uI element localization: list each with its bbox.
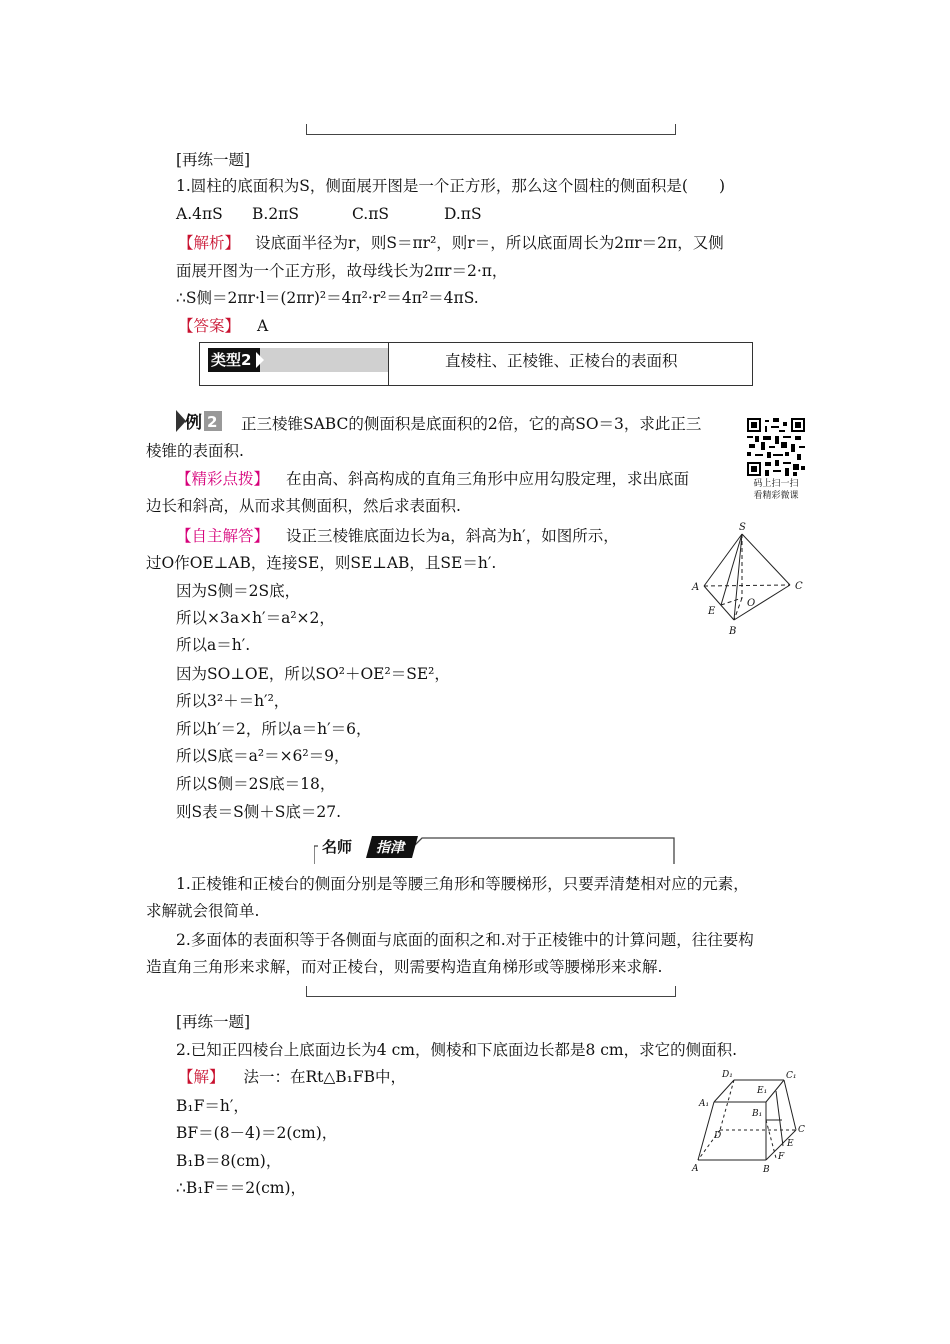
practice2-header: [再练一题] [176,1013,251,1031]
practice2-line3: B₁B＝8(cm)， [176,1152,282,1170]
practice2-line2: BF＝(8－4)＝2(cm)， [176,1124,338,1142]
step-3: 所以a＝h′. [176,636,251,654]
example-badge [176,410,224,432]
option-a: A.4πS [176,205,223,223]
label-e1: E₁ [757,1086,768,1096]
qr-code-icon[interactable] [747,418,805,476]
teacher-tab-label2: 指津 [376,840,404,856]
qr-caption-line2: 看精彩微课 [753,491,799,501]
tip-line2: 边长和斜高，从而求其侧面积，然后求表面积. [146,497,461,515]
label-c: C [795,581,803,592]
label-a1: A₁ [699,1099,710,1109]
step-4: 因为SO⊥OE，所以SO²＋OE²＝SE²， [176,665,450,683]
practice2-question: 2.已知正四棱台上底面边长为4 cm，侧棱和下底面边长都是8 cm，求它的侧面积. [176,1041,738,1059]
label-s: S [739,522,746,533]
practice2-solution-label: 【解】 [178,1068,225,1086]
tip-label: 【精彩点拨】 [176,470,270,488]
step-6: 所以h′＝2，所以a＝h′＝6， [176,720,372,738]
step-1: 因为S侧＝2S底， [176,582,301,600]
teacher-tab-label1: 名师 [322,838,353,856]
option-d: D.πS [444,205,482,223]
answer-label: 【答案】 [178,317,241,335]
analysis-text1: 设底面半径为r，则S＝πr²，则r＝，所以底面周长为2πr＝2π，又侧 [254,234,724,252]
type2-tag-arrow [256,352,264,368]
label-e: E [708,606,716,617]
tip-text1: 在由高、斜高构成的直角三角形中应用勾股定理，求出底面 [285,470,689,488]
teacher-p2-line2: 造直角三角形来求解，而对正棱台，则需要构造直角梯形或等腰梯形来求解. [146,958,663,976]
solution-line2: 过O作OE⊥AB，连接SE，则SE⊥AB，且SE＝h′. [146,554,497,572]
teacher-p1-line2: 求解就会很简单. [146,902,260,920]
type2-divider [388,343,389,385]
label-f: F [778,1152,785,1162]
practice1-header: [再练一题] [176,151,251,169]
step-5: 所以3²＋＝h′²， [176,692,290,710]
middle-bracket [306,986,676,997]
type2-box [199,342,753,386]
analysis-label: 【解析】 [178,234,241,252]
label-e: E [787,1139,794,1149]
analysis-line1 [178,233,724,253]
step-9: 则S表＝S侧＋S底＝27. [176,803,342,821]
practice2-solution-text1: 法一：在Rt△B₁FB中， [243,1068,407,1086]
analysis-line3: ∴S侧＝2πr·l＝(2πr)²＝4π²·r²＝4π²＝4πS. [176,289,479,307]
label-b: B [763,1165,770,1175]
tip-line1 [176,469,689,489]
example-line1: 正三棱锥SABC的侧面积是底面积的2倍，它的高SO＝3，求此正三 [241,415,702,433]
label-o: O [747,598,756,609]
solution-line1 [176,526,619,546]
practice2-line4: ∴B₁F＝＝2(cm)， [176,1179,307,1197]
type2-title: 直棱柱、正棱锥、正棱台的表面积 [445,352,678,370]
type2-tag-bar [260,348,388,372]
qr-caption-line1: 码上扫一扫 [753,479,799,489]
pyramid-figure [684,522,814,640]
teacher-p1-line1: 1.正棱锥和正棱台的侧面分别是等腰三角形和等腰梯形，只要弄清楚相对应的元素， [176,875,749,893]
answer-line [178,316,268,336]
step-2: 所以×3a×h′＝a²×2， [176,609,335,627]
teacher-p2-line1: 2.多面体的表面积等于各侧面与底面的面积之和.对于正棱锥中的计算问题，往往要构 [176,931,754,949]
label-b1: B₁ [752,1109,763,1119]
top-bracket [306,124,676,135]
teacher-tip-header [314,832,676,868]
label-c1: C₁ [786,1071,797,1081]
step-8: 所以S侧＝2S底＝18， [176,775,336,793]
example-badge-label: 例 [185,413,202,432]
type2-tag: 类型2 [208,348,263,372]
label-a: A [692,582,700,593]
frustum-figure [690,1066,814,1176]
label-d: D [714,1131,722,1141]
analysis-line2: 面展开图为一个正方形，故母线长为2πr＝2·π， [176,262,508,280]
label-a: A [692,1164,699,1174]
solution-text1: 设正三棱锥底面边长为a，斜高为h′，如图所示， [285,527,619,545]
practice1-question: 1.圆柱的底面积为S，侧面展开图是一个正方形，那么这个圆柱的侧面积是( ) [176,177,726,195]
option-b: B.2πS [252,205,299,223]
example-badge-number: 2 [207,413,218,431]
label-d1: D₁ [722,1070,733,1080]
step-7: 所以S底＝a²＝×6²＝9， [176,747,350,765]
practice2-solution-line1 [178,1067,406,1087]
solution-label: 【自主解答】 [176,527,270,545]
label-c: C [798,1125,805,1135]
qr-caption [744,478,808,502]
example-line2: 棱锥的表面积. [146,442,244,460]
practice2-line1: B₁F＝h′， [176,1097,249,1115]
answer-value: A [256,317,269,335]
option-c: C.πS [352,205,390,223]
label-b: B [729,626,737,637]
